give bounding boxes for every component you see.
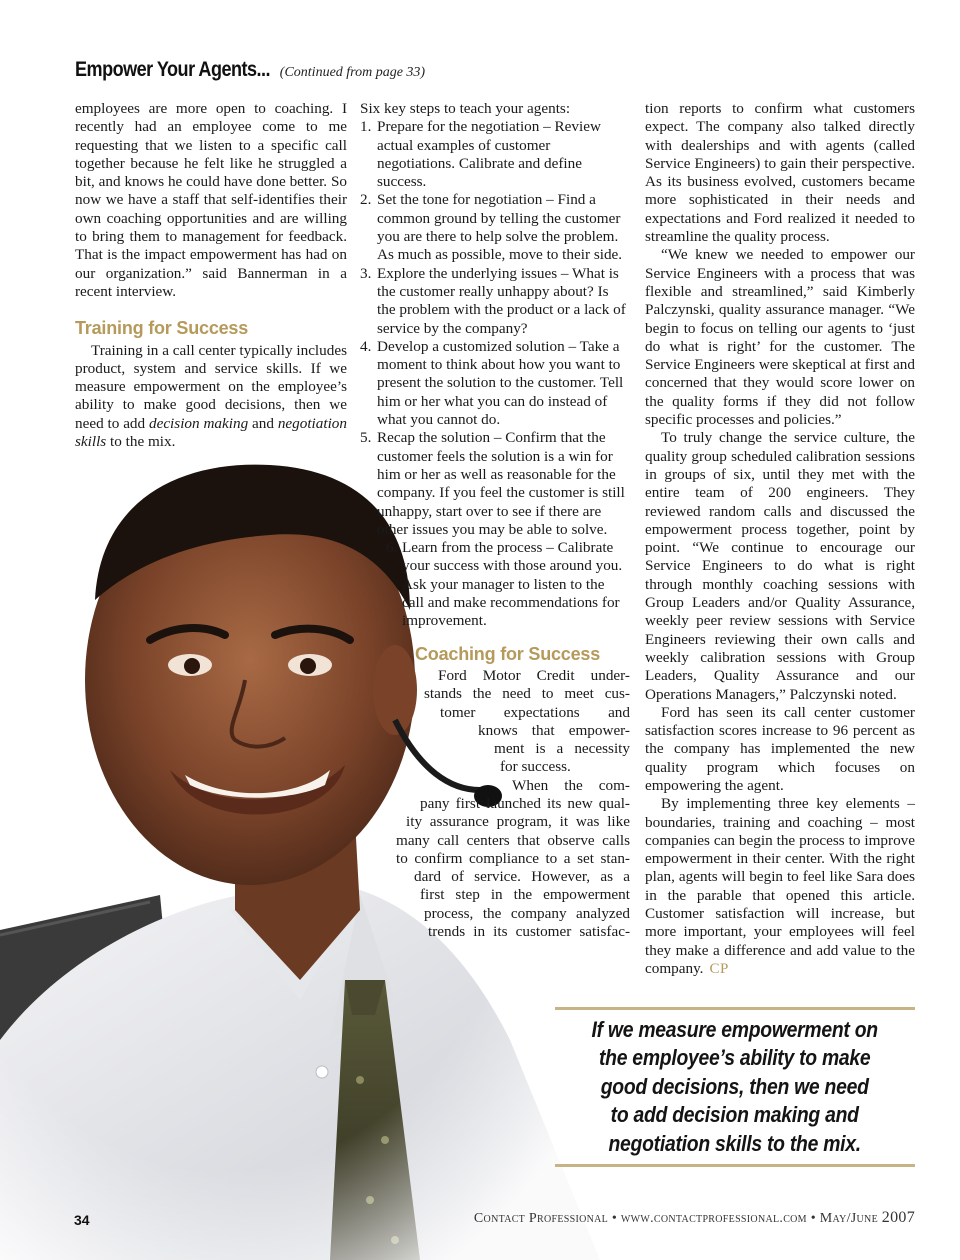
list-item: 5. Recap the solution – Confirm that the customer feels the solution is a win for him or her as well as reasonable for the company. If you feel the customer is still unhappy, start over to see if there are other issues you may be able to solve. [360,429,625,538]
list-item: 6. Learn from the process – Calibrate your success with those around you. Ask your manager to listen to the call and make recommendations for improvement. [386,539,623,630]
wrapped-paragraph: Ford Motor Credit under- stands the need to meet cus- tomer expectations and knows that empower- ment is a necessity for success. When the com- pany first launched its new qual- ity assurance program, it was like many call centers that observe calls to confirm compliance to a set stan- dard of service. However, as a first step in the empowerment process, the company analyzed trends in its customer satisfac- [396,666,630,941]
column-2 [360,100,630,941]
column-1 [75,100,347,451]
pull-quote [555,1007,915,1167]
issue-year: 2007 [881,1209,915,1226]
magazine-name: Contact Professional [473,1211,609,1226]
issue-months: May/June [819,1211,878,1226]
continued-note: (Continued from page 33) [279,65,426,80]
list-item: 1. Prepare for the negotiation – Review actual examples of customer negotiations. Calibrate and define success. [360,118,601,191]
footer-credit: Contact Professional • www.contactprofessional.com • May/June 2007 [473,1209,915,1226]
paragraph: Ford has seen its call center customer satisfaction scores increase to 96 percent as the company has implemented the new quality program which focuses on empowering the agent. [645,703,915,794]
emphasis-decision-making: decision making [148,414,249,432]
list-item: 3. Explore the underlying issues – What is the customer really unhappy about? Is the problem with the product or a lack of service by the company? [360,264,626,337]
article-title: Empower Your Agents... [75,58,271,81]
list-item: 4. Develop a customized solution – Take a moment to think about how you want to present the solution to the customer. Tell him or her what you can do instead of what you cannot do. [360,337,624,429]
list-item: 2. Set the tone for negotiation – Find a common ground by telling the customer you are there to help solve the problem. As much as possible, move to their side. [360,191,623,264]
page-number: 34 [74,1212,90,1228]
subhead-coaching: Coaching for Success [415,643,601,664]
steps-intro: Six key steps to teach your agents: [360,100,571,117]
pull-quote-text: If we measure empowerment on the employee’s ability to make good decisions, then we need to add decision making and negotiation skills to the mix. [591,1016,879,1156]
paragraph: Training in a call center typically includes product, system and service skills. If we measure empowerment on the employee’s ability to make good decisions, then we need to add decision making and negotiation skills to the mix. [75,341,347,451]
emphasis-negotiation-skills: negotiation skills [75,414,347,451]
paragraph: employees are more open to coaching. I recently had an employee come to me requesting that we listen to a specific call together because he felt like he struggled a bit, and knows he could have done better. So now we have a staff that self-identifies their own coaching opportunities and are willing to bring them to management for feedback. That is the impact empowerment has had on our organization.” said Bannerman in a recent interview. [75,100,347,300]
paragraph: tion reports to confirm what customers expect. The company also talked directly with dealerships and with agents (called Service Engineers) to gain their perspective. As its business evolved, customers became more sophisticated in their needs and expectations and Ford realized it needed to streamline the quality process. [645,100,915,246]
magazine-url: www.contactprofessional.com [620,1211,807,1226]
subhead-training: Training for Success [75,318,249,339]
column-3 [645,100,915,978]
steps-list [360,118,630,630]
paragraph: By implementing three key elements – boundaries, training and coaching – most companies can begin the process to improve empowerment in their center. With the right plan, agents will begin to feel like Sara does in the parable that opened this article. Customer satisfaction will increase, but more important, your employees will feel they make a difference and add value to the company. CP [645,795,915,977]
article-header [75,58,425,82]
paragraph: To truly change the service culture, the quality group scheduled calibration sessions in groups of six, until they met with the entire team of 200 engineers. They reviewed random calls and discussed the empowerment process together, point by point. “We continue to encourage our Service Engineers to do what is right through monthly coaching sessions with Group Leaders and/or Quality Assurance, weekly peer review sessions with Service Engineers reviewing their own calls and weekly calibration sessions with Group Leaders, Quality Assurance and our Operations Managers,” Palczynski noted. [645,429,915,703]
paragraph: “We knew we needed to empower our Service Engineers with a process that was flexible and streamlined,” said Kimberly Palczynski, quality assurance manager. “We begin to focus on telling our agents to ‘just do what is right’ for the customer. The Service Engineers were skeptical at first and concerned that they would score lower on the quality forms if they did not follow specific processes and policies.” [645,246,915,429]
end-mark: CP [709,960,729,977]
